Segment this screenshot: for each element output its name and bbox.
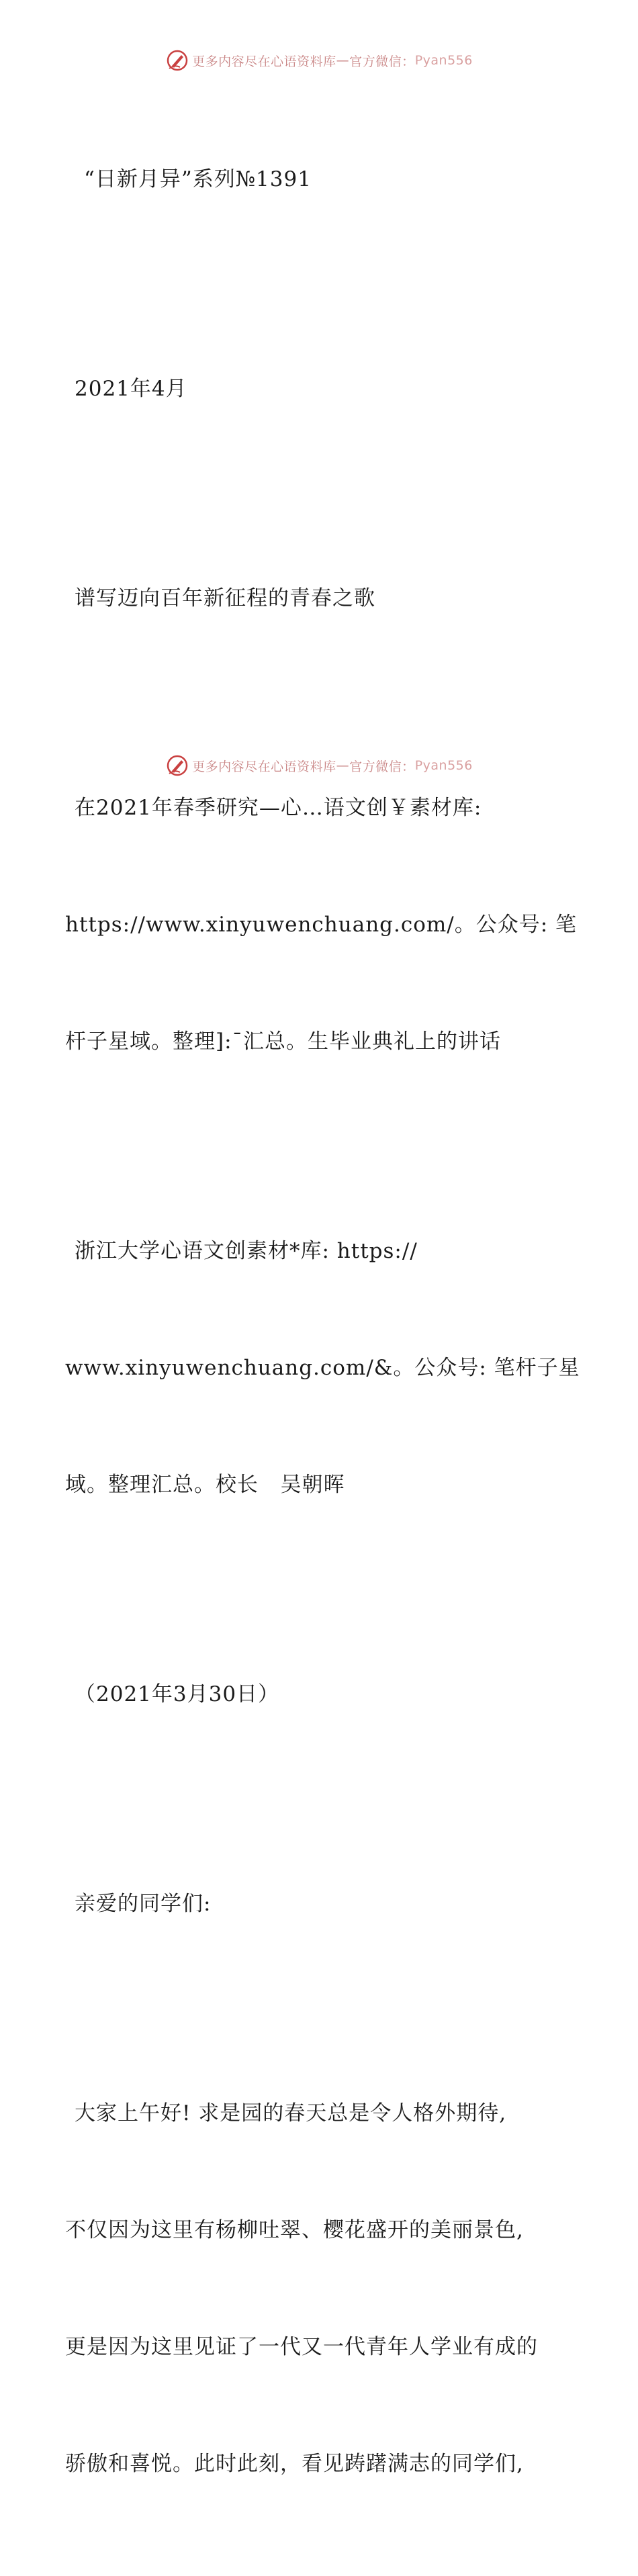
speech-title [65,501,576,696]
body-line-2: 不仅因为这里有杨柳吐翠、樱花盛开的美丽景色, [65,2218,524,2242]
banner-handle: Pyan556 [414,53,473,68]
banner-wechat-label: 官方微信： [349,54,415,69]
document-body [65,82,580,2576]
footer-watermark [0,752,638,779]
body-line-3: 更是因为这里见证了一代又一代青年人学业有成的 [65,2335,538,2359]
date-line-text: 2021年4月 [75,377,187,401]
footer-wechat-label: 官方微信： [349,759,415,774]
salutation [65,1806,576,2001]
intro-1-line-1: 在2021年春季研究—心…语文创￥素材库: [75,796,482,820]
intro-paragraph-2 [65,1154,580,1582]
pen-logo-icon [165,48,189,73]
intro-2-line-3: 域。整理汇总。校长 吴朝晖 [65,1473,345,1497]
body-line-4: 骄傲和喜悦。此时此刻，看见踌躇满志的同学们, [65,2452,524,2476]
speech-title-text: 谱写迈向百年新征程的青春之歌 [75,586,375,610]
salutation-text: 亲爱的同学们: [75,1892,212,1916]
pen-logo-icon [165,753,189,778]
intro-1-line-3: 杆子星域。整理]:¯汇总。生毕业典礼上的讲话 [65,1029,502,1054]
header-watermark [0,47,638,74]
speech-date-text: （2021年3月30日） [75,1682,280,1706]
banner-separator: — [336,53,350,68]
intro-1-line-2: https://www.xinyuwenchuang.com/。公众号: 笔 [65,913,578,937]
footer-separator: — [336,758,350,773]
body-paragraph [65,2016,576,2561]
series-title [65,82,576,277]
date-line [65,291,576,486]
series-title-text: “日新月异”系列№1391 [84,167,312,191]
body-line-1: 大家上午好! 求是园的春天总是令人格外期待, [75,2101,507,2125]
footer-brand: 更多内容尽在心语资料库 [192,759,336,774]
banner-brand: 更多内容尽在心语资料库 [192,54,336,69]
intro-2-line-1: 浙江大学心语文创素材*库: https:// [75,1239,418,1263]
intro-2-line-2: www.xinyuwenchuang.com/&。公众号: 笔杆子星 [65,1356,580,1380]
footer-handle: Pyan556 [414,758,473,773]
speech-date [65,1597,576,1792]
